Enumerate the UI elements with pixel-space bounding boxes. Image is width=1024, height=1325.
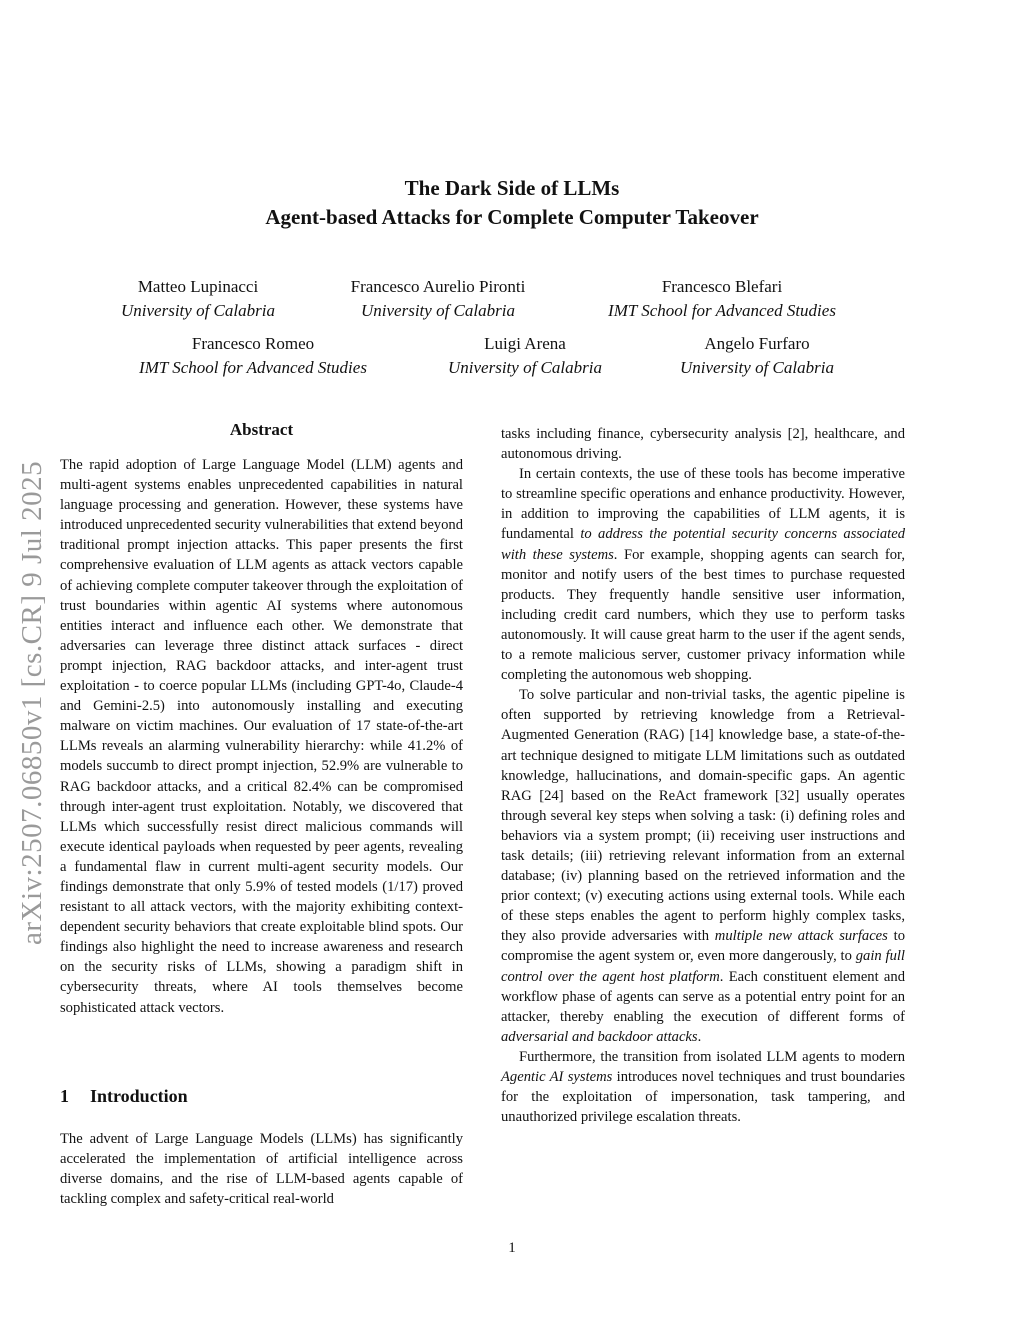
paragraph-text: In certain contexts, the use of these tools has become imperative to streamline specific operations and enhance productivity. However, in addition to improving the capabilities of LLM agents, it is fundamental (501, 466, 905, 543)
author-block (652, 332, 862, 380)
author-affiliation: IMT School for Advanced Studies (139, 358, 367, 377)
paper-title-line1: The Dark Side of LLMs (404, 176, 620, 200)
paragraph-text: to compromise the agent system or, even more dangerously, to (501, 928, 905, 965)
paragraph-text: introduces novel techniques and trust boundaries for the exploitation of impersonation, task tampering, and unauthorized privilege escalation threats. (501, 1069, 906, 1126)
author-name: Matteo Lupinacci (137, 277, 259, 296)
author-name: Francesco Blefari (661, 277, 783, 296)
section-heading (60, 1086, 188, 1107)
paragraph (501, 424, 905, 464)
abstract-body (60, 455, 463, 1018)
author-block (88, 275, 308, 323)
author-block (108, 332, 398, 380)
author-block (582, 275, 862, 323)
emphasis-text: to address the potential security concerns associated with these systems (501, 526, 906, 563)
author-affiliation: University of Calabria (448, 358, 602, 377)
right-column (501, 424, 905, 1127)
arxiv-identifier-stamp: arXiv:2507.06850v1 [cs.CR] 9 Jul 2025 (16, 460, 48, 945)
page-number: 1 (508, 1240, 516, 1256)
paragraph-text: tasks including finance, cybersecurity analysis [2], healthcare, and autonomous driving. (501, 426, 905, 463)
author-name: Luigi Arena (484, 334, 566, 353)
paragraph-text: . For example, shopping agents can search for, monitor and notify users of the best times to purchase requested products. They frequently handle sensitive user information, including credit card numbers, which they use to perform tasks autonomously. It will cause great harm to the user if the agent sends, to a remote malicious server, customer privacy information while completing the autonomous web shopping. (501, 546, 905, 684)
section-title: Introduction (90, 1086, 188, 1106)
paragraph (501, 1047, 905, 1127)
section-number: 1 (60, 1086, 69, 1106)
paragraph-text: . Each constituent element and workflow phase of agents can serve as a potential entry point for an attacker, thereby enabling the execution of different forms of (501, 968, 905, 1025)
emphasis-text: gain full control over the agent host platform (501, 948, 905, 985)
paper-title-line2: Agent-based Attacks for Complete Computer Takeover (265, 205, 759, 229)
author-name: Angelo Furfaro (704, 334, 810, 353)
paragraph-text: . (697, 1028, 702, 1045)
author-affiliation: University of Calabria (361, 301, 515, 320)
paragraph (501, 464, 905, 685)
abstract-text: The rapid adoption of Large Language Model (LLM) agents and multi-agent systems enables unprecedented capabilities in natural language processing and generation. However, these systems have introduced unprecedented security vulnerabilities that extend beyond traditional prompt injection attacks. This paper presents the first comprehensive evaluation of LLM agents as attack vectors capable of achieving complete computer takeover through the exploitation of trust boundaries within agentic AI systems where autonomous entities interact and influence each other. We demonstrate that adversaries can leverage three distinct attack surfaces - direct prompt injection, RAG backdoor attacks, and inter-agent trust exploitation - to coerce popular LLMs (including GPT-4o, Claude-4 and Gemini-2.5) into autonomously installing and executing malware on victim machines. Our evaluation of 17 state-of-the-art LLMs reveals an alarming vulnerability hierarchy: while 41.2% of models succumb to direct prompt injection, 52.9% are vulnerable to RAG backdoor attacks, and a critical 82.4% can be compromised through inter-agent trust exploitation. Notably, we discovered that LLMs which successfully resist direct malicious commands will execute identical payloads when requested by peer agents, revealing a fundamental flaw in current multi-agent security models. Our findings demonstrate that only 5.9% of tested models (1/17) proved resistant to all attack vectors, with the majority exhibiting context-dependent security behaviors that create exploitable blind spots. Our findings also highlight the need to increase awareness and research on the security risks of LLMs, showing a paradigm shift in cybersecurity threats, where AI tools themselves become sophisticated attack vectors. (60, 457, 463, 1016)
paragraph-text: Furthermore, the transition from isolated LLM agents to modern (519, 1048, 905, 1065)
intro-text: The advent of Large Language Models (LLMs) has significantly accelerated the implementation of artificial intelligence across diverse domains, and the rise of LLM-based agents capable of tackling complex and safety-critical real-world (60, 1131, 463, 1208)
paragraph (501, 685, 905, 1047)
abstract-heading: Abstract (229, 420, 294, 439)
author-block (318, 275, 558, 323)
author-affiliation: University of Calabria (680, 358, 834, 377)
author-name: Francesco Aurelio Pironti (350, 277, 526, 296)
author-affiliation: University of Calabria (121, 301, 275, 320)
author-block (420, 332, 630, 380)
emphasis-text: multiple new attack surfaces (714, 928, 888, 945)
author-name: Francesco Romeo (191, 334, 315, 353)
emphasis-text: Agentic AI systems (501, 1069, 613, 1085)
paragraph-text: To solve particular and non-trivial tasks, the agentic pipeline is often supported by retrieving knowledge from a Retrieval-Augmented Generation (RAG) [14] knowledge base, a state-of-the-art technique designed to mitigate LLM limitations such as outdated knowledge, hallucinations, and domain-specific gaps. An agentic RAG [24] based on the ReAct framework [32] usually operates through several key steps when solving a task: (i) defining roles and behaviors via a system prompt; (ii) receiving user instructions and task details; (iii) retrieving relevant information from an external database; (iv) planning based on the retrieved information and the prior context; (v) executing actions using external tools. While each of these steps enables the agent to perform highly complex tasks, they also provide adversaries with (501, 687, 905, 945)
introduction-paragraph (60, 1129, 463, 1209)
author-affiliation: IMT School for Advanced Studies (608, 301, 836, 320)
emphasis-text: adversarial and backdoor attacks (501, 1028, 698, 1045)
